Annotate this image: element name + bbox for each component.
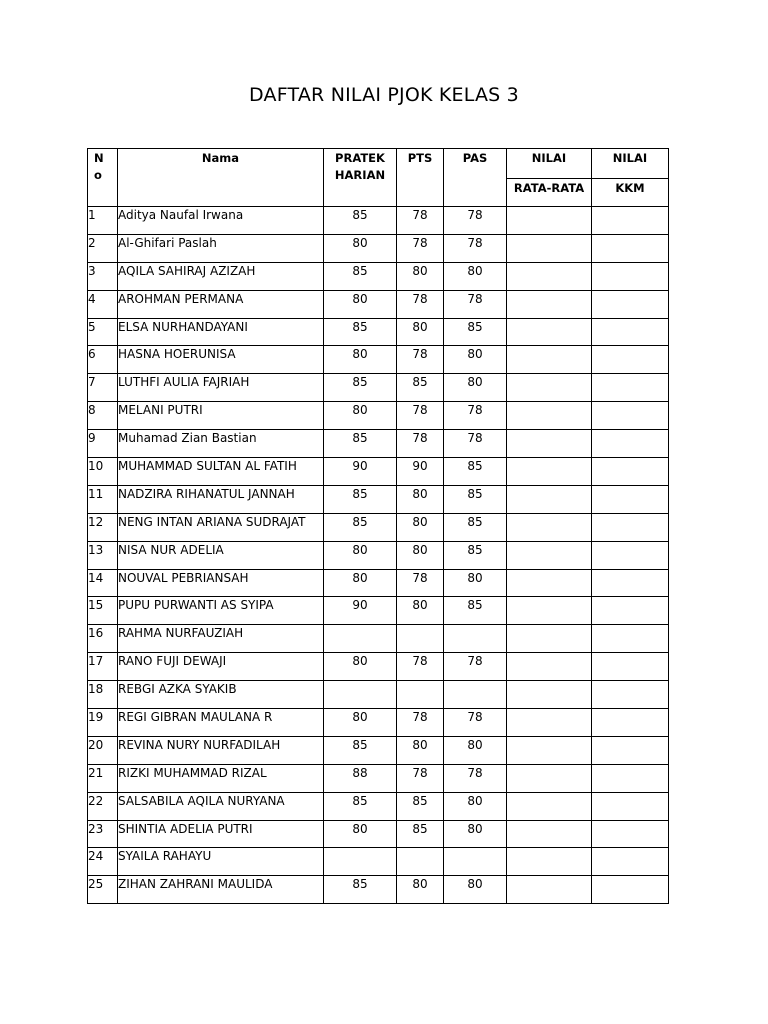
cell-nilai-rata-rata xyxy=(507,653,592,681)
cell-pas: 78 xyxy=(444,430,507,458)
cell-nilai-rata-rata xyxy=(507,262,592,290)
cell-pts: 80 xyxy=(397,318,444,346)
cell-pas: 78 xyxy=(444,290,507,318)
cell-pas: 78 xyxy=(444,709,507,737)
cell-pas: 80 xyxy=(444,569,507,597)
cell-nama: SHINTIA ADELIA PUTRI xyxy=(118,820,324,848)
header-nilai-rata-top: NILAI xyxy=(507,149,592,179)
cell-pas xyxy=(444,848,507,876)
cell-nilai-kkm xyxy=(592,541,669,569)
cell-pts: 78 xyxy=(397,653,444,681)
cell-nama: AROHMAN PERMANA xyxy=(118,290,324,318)
cell-nilai-kkm xyxy=(592,402,669,430)
cell-pas: 80 xyxy=(444,792,507,820)
table-row xyxy=(88,513,669,541)
cell-pas: 80 xyxy=(444,374,507,402)
cell-pas: 78 xyxy=(444,764,507,792)
cell-nilai-rata-rata xyxy=(507,597,592,625)
header-nilai-kkm-top: NILAI xyxy=(592,149,669,179)
cell-no: 9 xyxy=(88,430,118,458)
cell-pratek-harian: 80 xyxy=(324,569,397,597)
cell-nilai-kkm xyxy=(592,625,669,653)
cell-nilai-rata-rata xyxy=(507,541,592,569)
cell-pas: 80 xyxy=(444,820,507,848)
cell-no: 16 xyxy=(88,625,118,653)
cell-pas xyxy=(444,681,507,709)
cell-nama: Al-Ghifari Paslah xyxy=(118,234,324,262)
table-row xyxy=(88,290,669,318)
cell-pts: 78 xyxy=(397,764,444,792)
cell-no: 22 xyxy=(88,792,118,820)
cell-nama: ZIHAN ZAHRANI MAULIDA xyxy=(118,876,324,904)
cell-pts: 80 xyxy=(397,736,444,764)
cell-nama: NISA NUR ADELIA xyxy=(118,541,324,569)
cell-no: 13 xyxy=(88,541,118,569)
cell-pts: 78 xyxy=(397,346,444,374)
cell-no: 2 xyxy=(88,234,118,262)
cell-nilai-kkm xyxy=(592,820,669,848)
cell-nilai-rata-rata xyxy=(507,848,592,876)
header-pratek-harian: PRATEK HARIAN xyxy=(324,149,397,207)
cell-no: 7 xyxy=(88,374,118,402)
cell-nama: REGI GIBRAN MAULANA R xyxy=(118,709,324,737)
cell-nilai-rata-rata xyxy=(507,569,592,597)
cell-pts: 80 xyxy=(397,485,444,513)
cell-nilai-rata-rata xyxy=(507,234,592,262)
cell-nama: NENG INTAN ARIANA SUDRAJAT xyxy=(118,513,324,541)
cell-pratek-harian: 80 xyxy=(324,234,397,262)
cell-pratek-harian: 80 xyxy=(324,541,397,569)
cell-nama: NOUVAL PEBRIANSAH xyxy=(118,569,324,597)
cell-nilai-rata-rata xyxy=(507,876,592,904)
cell-pts xyxy=(397,625,444,653)
cell-no: 10 xyxy=(88,458,118,486)
cell-nilai-kkm xyxy=(592,458,669,486)
cell-nama: ELSA NURHANDAYANI xyxy=(118,318,324,346)
cell-nilai-rata-rata xyxy=(507,402,592,430)
cell-pts: 90 xyxy=(397,458,444,486)
cell-nama: RIZKI MUHAMMAD RIZAL xyxy=(118,764,324,792)
cell-no: 25 xyxy=(88,876,118,904)
cell-nilai-kkm xyxy=(592,262,669,290)
cell-no: 24 xyxy=(88,848,118,876)
cell-nilai-rata-rata xyxy=(507,625,592,653)
cell-nilai-kkm xyxy=(592,876,669,904)
table-row xyxy=(88,402,669,430)
cell-pts: 78 xyxy=(397,402,444,430)
cell-nilai-rata-rata xyxy=(507,681,592,709)
cell-pts: 78 xyxy=(397,709,444,737)
cell-pts xyxy=(397,681,444,709)
cell-pts: 78 xyxy=(397,234,444,262)
cell-nilai-kkm xyxy=(592,709,669,737)
cell-nama: Aditya Naufal Irwana xyxy=(118,207,324,235)
cell-nilai-kkm xyxy=(592,792,669,820)
cell-pratek-harian: 80 xyxy=(324,346,397,374)
table-row xyxy=(88,318,669,346)
cell-nilai-rata-rata xyxy=(507,207,592,235)
cell-nama: LUTHFI AULIA FAJRIAH xyxy=(118,374,324,402)
table-row xyxy=(88,820,669,848)
cell-no: 4 xyxy=(88,290,118,318)
table-row xyxy=(88,709,669,737)
cell-nama: MUHAMMAD SULTAN AL FATIH xyxy=(118,458,324,486)
table-row xyxy=(88,848,669,876)
cell-nama: REBGI AZKA SYAKIB xyxy=(118,681,324,709)
cell-pas: 78 xyxy=(444,402,507,430)
cell-pas: 80 xyxy=(444,876,507,904)
cell-pas: 85 xyxy=(444,513,507,541)
table-row xyxy=(88,458,669,486)
cell-pratek-harian xyxy=(324,625,397,653)
cell-pratek-harian: 85 xyxy=(324,207,397,235)
cell-pas: 80 xyxy=(444,736,507,764)
cell-pratek-harian: 90 xyxy=(324,458,397,486)
cell-nilai-kkm xyxy=(592,513,669,541)
cell-pas: 85 xyxy=(444,318,507,346)
cell-pratek-harian: 85 xyxy=(324,513,397,541)
cell-nama: RAHMA NURFAUZIAH xyxy=(118,625,324,653)
cell-no: 8 xyxy=(88,402,118,430)
cell-nilai-kkm xyxy=(592,764,669,792)
cell-nilai-rata-rata xyxy=(507,290,592,318)
cell-no: 1 xyxy=(88,207,118,235)
cell-pas: 85 xyxy=(444,597,507,625)
cell-nama: Muhamad Zian Bastian xyxy=(118,430,324,458)
table-row xyxy=(88,346,669,374)
table-row xyxy=(88,541,669,569)
cell-nama: REVINA NURY NURFADILAH xyxy=(118,736,324,764)
cell-pas: 80 xyxy=(444,346,507,374)
cell-pts: 78 xyxy=(397,207,444,235)
cell-pts: 78 xyxy=(397,290,444,318)
cell-no: 11 xyxy=(88,485,118,513)
cell-pratek-harian: 80 xyxy=(324,402,397,430)
cell-nilai-rata-rata xyxy=(507,764,592,792)
cell-pratek-harian: 88 xyxy=(324,764,397,792)
cell-pratek-harian: 85 xyxy=(324,485,397,513)
cell-pts: 80 xyxy=(397,513,444,541)
table-row xyxy=(88,597,669,625)
grades-table xyxy=(87,148,669,904)
table-row xyxy=(88,876,669,904)
cell-nilai-rata-rata xyxy=(507,346,592,374)
cell-pts: 80 xyxy=(397,262,444,290)
table-row xyxy=(88,207,669,235)
table-row xyxy=(88,485,669,513)
cell-no: 12 xyxy=(88,513,118,541)
cell-nilai-kkm xyxy=(592,374,669,402)
cell-nilai-rata-rata xyxy=(507,736,592,764)
cell-pts xyxy=(397,848,444,876)
cell-nilai-kkm xyxy=(592,290,669,318)
cell-nama: RANO FUJI DEWAJI xyxy=(118,653,324,681)
cell-nilai-rata-rata xyxy=(507,792,592,820)
cell-pas: 85 xyxy=(444,485,507,513)
cell-no: 23 xyxy=(88,820,118,848)
cell-nilai-rata-rata xyxy=(507,430,592,458)
header-nama: Nama xyxy=(118,149,324,207)
cell-nilai-rata-rata xyxy=(507,318,592,346)
cell-pas: 78 xyxy=(444,234,507,262)
cell-no: 19 xyxy=(88,709,118,737)
cell-nilai-kkm xyxy=(592,736,669,764)
cell-nilai-rata-rata xyxy=(507,820,592,848)
cell-nilai-kkm xyxy=(592,234,669,262)
cell-nilai-kkm xyxy=(592,653,669,681)
cell-pratek-harian: 85 xyxy=(324,318,397,346)
cell-no: 14 xyxy=(88,569,118,597)
cell-pratek-harian xyxy=(324,848,397,876)
cell-nama: AQILA SAHIRAJ AZIZAH xyxy=(118,262,324,290)
cell-nama: SALSABILA AQILA NURYANA xyxy=(118,792,324,820)
cell-nilai-kkm xyxy=(592,318,669,346)
cell-pratek-harian: 85 xyxy=(324,262,397,290)
cell-pratek-harian: 80 xyxy=(324,709,397,737)
table-row xyxy=(88,653,669,681)
cell-pas: 78 xyxy=(444,653,507,681)
cell-nama: PUPU PURWANTI AS SYIPA xyxy=(118,597,324,625)
cell-nilai-kkm xyxy=(592,597,669,625)
header-no: No xyxy=(88,149,118,207)
table-row xyxy=(88,792,669,820)
cell-nilai-kkm xyxy=(592,681,669,709)
cell-nilai-rata-rata xyxy=(507,709,592,737)
cell-nama: HASNA HOERUNISA xyxy=(118,346,324,374)
cell-no: 15 xyxy=(88,597,118,625)
cell-pratek-harian: 85 xyxy=(324,792,397,820)
header-pas: PAS xyxy=(444,149,507,207)
cell-pratek-harian: 90 xyxy=(324,597,397,625)
table-row xyxy=(88,681,669,709)
cell-pas: 78 xyxy=(444,207,507,235)
cell-no: 3 xyxy=(88,262,118,290)
table-row xyxy=(88,625,669,653)
table-row xyxy=(88,430,669,458)
cell-pts: 78 xyxy=(397,430,444,458)
cell-nama: NADZIRA RIHANATUL JANNAH xyxy=(118,485,324,513)
cell-no: 21 xyxy=(88,764,118,792)
cell-pts: 80 xyxy=(397,541,444,569)
table-row xyxy=(88,262,669,290)
cell-pts: 78 xyxy=(397,569,444,597)
cell-pratek-harian: 85 xyxy=(324,430,397,458)
cell-no: 6 xyxy=(88,346,118,374)
cell-pts: 85 xyxy=(397,374,444,402)
cell-pts: 85 xyxy=(397,820,444,848)
cell-pratek-harian xyxy=(324,681,397,709)
cell-nilai-kkm xyxy=(592,848,669,876)
cell-nilai-kkm xyxy=(592,346,669,374)
cell-pas: 85 xyxy=(444,541,507,569)
cell-nilai-kkm xyxy=(592,485,669,513)
cell-no: 20 xyxy=(88,736,118,764)
cell-nilai-rata-rata xyxy=(507,458,592,486)
cell-nilai-rata-rata xyxy=(507,485,592,513)
cell-pratek-harian: 85 xyxy=(324,736,397,764)
cell-pratek-harian: 85 xyxy=(324,876,397,904)
table-body xyxy=(88,207,669,904)
cell-nilai-kkm xyxy=(592,430,669,458)
cell-nilai-rata-rata xyxy=(507,374,592,402)
cell-nilai-kkm xyxy=(592,207,669,235)
cell-nama: MELANI PUTRI xyxy=(118,402,324,430)
cell-nilai-rata-rata xyxy=(507,513,592,541)
cell-no: 17 xyxy=(88,653,118,681)
cell-nama: SYAILA RAHAYU xyxy=(118,848,324,876)
header-pts: PTS xyxy=(397,149,444,207)
table-row xyxy=(88,234,669,262)
cell-pts: 80 xyxy=(397,597,444,625)
cell-pratek-harian: 80 xyxy=(324,820,397,848)
cell-pts: 80 xyxy=(397,876,444,904)
table-row xyxy=(88,736,669,764)
table-header xyxy=(88,149,669,207)
cell-pas: 80 xyxy=(444,262,507,290)
cell-pratek-harian: 85 xyxy=(324,374,397,402)
cell-pas: 85 xyxy=(444,458,507,486)
cell-pratek-harian: 80 xyxy=(324,290,397,318)
table-row xyxy=(88,374,669,402)
cell-no: 18 xyxy=(88,681,118,709)
cell-pts: 85 xyxy=(397,792,444,820)
cell-pas xyxy=(444,625,507,653)
header-nilai-rata-bottom: RATA-RATA xyxy=(507,179,592,207)
page-title: DAFTAR NILAI PJOK KELAS 3 xyxy=(249,84,519,106)
cell-nilai-kkm xyxy=(592,569,669,597)
header-nilai-kkm-bottom: KKM xyxy=(592,179,669,207)
cell-pratek-harian: 80 xyxy=(324,653,397,681)
table-row xyxy=(88,764,669,792)
cell-no: 5 xyxy=(88,318,118,346)
table-row xyxy=(88,569,669,597)
